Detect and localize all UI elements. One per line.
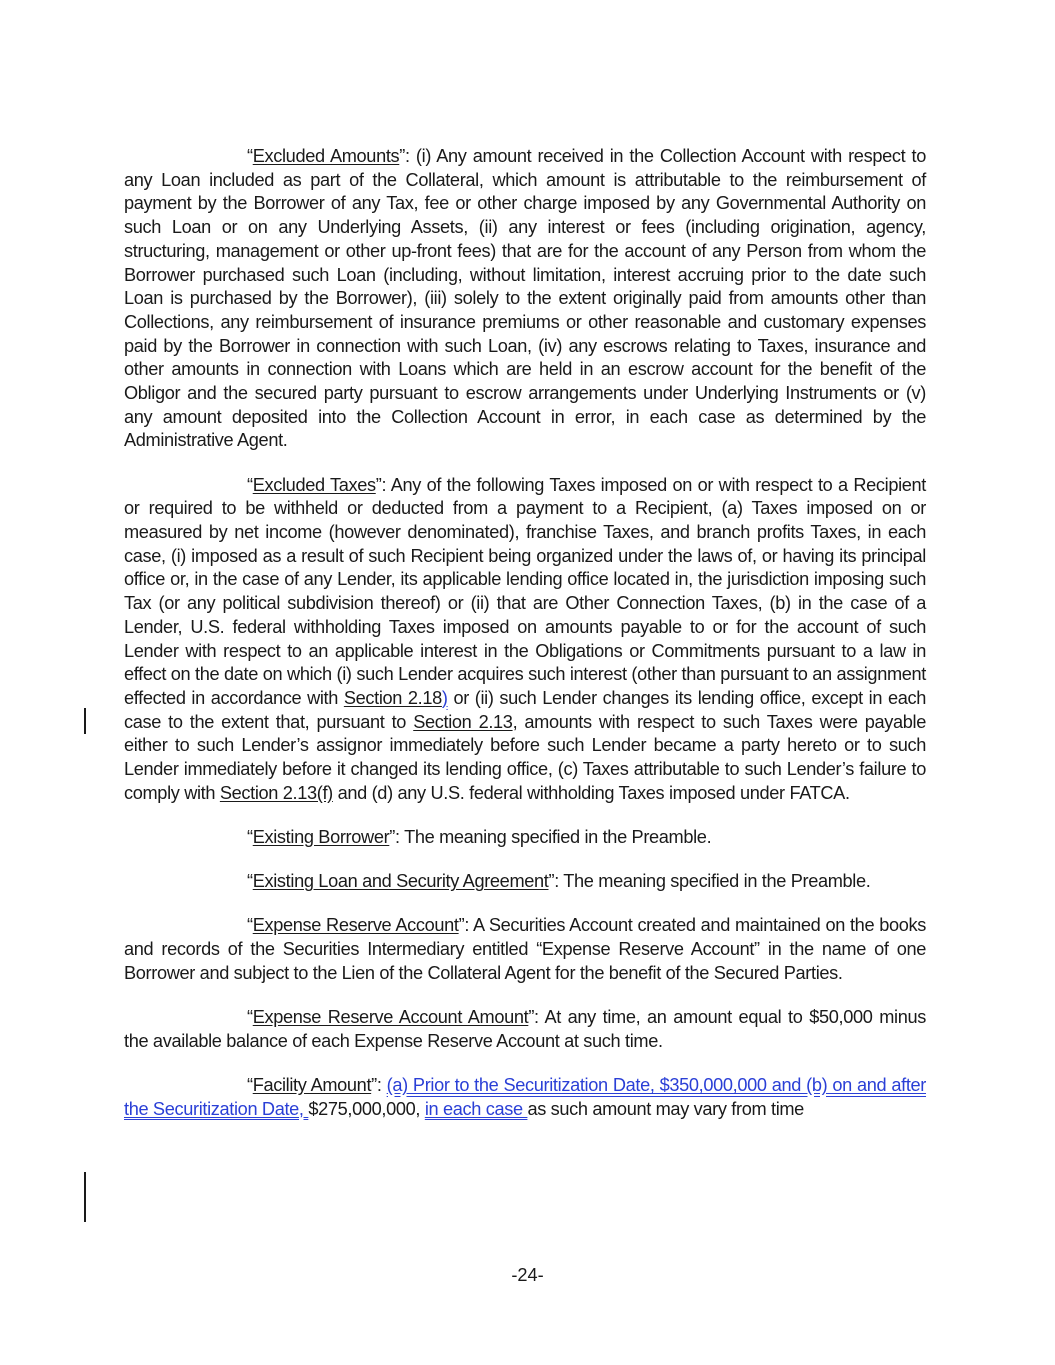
definition-excluded-amounts: “Excluded Amounts”: (i) Any amount received in the Collection Account with respect to any Loan included as part of the Collateral, which amount is attributable to the reimbursement of payment by the Borrower of any Tax, fee or other charge imposed by any Governmental Authority on such Loan or on any Underlying Assets, (ii) any interest or fees (including origination, agency, structuring, management or other up-front fees) that are for the account of any Person from whom the Borrower purchased such Loan (including, without limitation, interest accruing prior to the date such Loan is purchased by the Borrower), (iii) solely to the extent originally paid from amounts other than Collections, any reimbursement of insurance premiums or other reasonable and customary expenses paid by the Borrower in connection with such Loan, (iv) any escrows relating to Taxes, insurance and other amounts in connection with Loans which are held in an escrow account for the benefit of the Obligor and the secured party pursuant to escrow arrangements under Underlying Instruments or (v) any amount deposited into the Collection Account in error, in each case as determined by the Administrative Agent. (124, 146, 926, 451)
definition-expense-reserve-account: “Expense Reserve Account”: A Securities Account created and maintained on the books and records of the Securities Intermediary entitled “Expense Reserve Account” in the name of one Borrower and subject to the Lien of the Collateral Agent for the benefit of the Secured Parties. (124, 915, 927, 983)
defined-term-expense-reserve-account: Expense Reserve Account (252, 915, 459, 936)
defined-term-existing-loan-and-security-agreement: Existing Loan and Security Agreement (252, 871, 549, 892)
definition-body: or (ii) such Lender changes its lending office, except in each case to the extent that, pursuant to (124, 687, 926, 732)
defined-term-excluded-taxes: Excluded Taxes (252, 474, 376, 495)
definition-existing-loan-and-security-agreement: “Existing Loan and Security Agreement”: The meaning specified in the Preamble. (247, 871, 871, 892)
definition-body: and (d) any U.S. federal withholding Taxes imposed under FATCA. (332, 782, 850, 803)
defined-term-existing-borrower: Existing Borrower (252, 826, 390, 847)
definition-existing-borrower: “Existing Borrower”: The meaning specified in the Preamble. (247, 826, 712, 847)
page-number: -24- (511, 1265, 544, 1285)
definition-facility-amount: “Facility Amount”: (a) Prior to the Securitization Date, $350,000,000 and (b) on and after the Securitization Date, $275,000,000, in each case as such amount may vary from time (124, 1074, 926, 1119)
defined-term-facility-amount: Facility Amount (252, 1074, 372, 1095)
definition-body: Any of the following Taxes imposed on or with respect to a Recipient or required to be withheld or deducted from a payment to a Recipient, (a) Taxes imposed on or measured by net income (however denominated), franchise Taxes, and branch profits Taxes, in each case, (i) imposed as a result of such Recipient being organized under the laws of, or having its principal office or, in the case of any Lender, its applicable lending office located in, the jurisdiction imposing such Tax (or any political subdivision thereof) or (ii) that are Other Connection Taxes, (b) in the case of a Lender, U.S. federal withholding Taxes imposed on amounts payable to or for the account of such Lender with respect to an applicable interest in the Obligations or Commitments pursuant to a law in effect on the date on which (i) such Lender acquires such interest (other than pursuant to an assignment effected in accordance with (124, 474, 927, 708)
definition-expense-reserve-account-amount: “Expense Reserve Account Amount”: At any time, an amount equal to $50,000 minus the available balance of each Expense Reserve Account at such time. (124, 1007, 926, 1051)
definition-body: A Securities Account created and maintained on the books and records of the Securities Intermediary entitled “Expense Reserve Account” in the name of one Borrower and subject to the Lien of the Collateral Agent for the benefit of the Secured Parties. (124, 915, 927, 983)
section-reference-2-13-f[interactable]: Section 2.13(f) (219, 782, 333, 803)
definition-body: The meaning specified in the Preamble. (399, 826, 712, 847)
definition-body: $275,000,000, (308, 1098, 425, 1119)
definition-body: At any time, an amount equal to $50,000 minus the available balance of each Expense Reserve Account at such time. (124, 1007, 926, 1051)
definition-body: The meaning specified in the Preamble. (558, 871, 871, 892)
definition-body: , amounts with respect to such Taxes were payable either to such Lender’s assignor immediately before such Lender became a party hereto or to such Lender immediately before it changed its lending office, (c) Taxes attributable to such Lender’s failure to comply with (124, 711, 927, 803)
defined-term-excluded-amounts: Excluded Amounts (252, 146, 400, 166)
section-reference-2-18[interactable]: Section 2.18 (343, 687, 442, 708)
revision-change-bar (84, 1172, 86, 1222)
inserted-text: ) (441, 687, 448, 708)
section-reference-2-13[interactable]: Section 2.13 (413, 711, 513, 732)
inserted-text: in each case (424, 1098, 528, 1119)
definition-body: (i) Any amount received in the Collection Account with respect to any Loan included as part of the Collateral, which amount is attributable to the reimbursement of payment by the Borrower of any Tax, fee or other charge imposed by any Governmental Authority on such Loan or on any Underlying Assets, (ii) any interest or fees (including origination, agency, structuring, management or other up-front fees) that are for the account of any Person from whom the Borrower purchased such Loan (including, without limitation, interest accruing prior to the date such Loan is purchased by the Borrower), (iii) solely to the extent originally paid from amounts other than Collections, any reimbursement of insurance premiums or other reasonable and customary expenses paid by the Borrower in connection with such Loan, (iv) any escrows relating to Taxes, insurance and other amounts in connection with Loans which are held in an escrow account for the benefit of the Obligor and the secured party pursuant to escrow arrangements under Underlying Instruments or (v) any amount deposited into the Collection Account in error, in each case as determined by the Administrative Agent. (124, 146, 926, 451)
revision-change-bar (84, 708, 86, 734)
defined-term-expense-reserve-account-amount: Expense Reserve Account Amount (252, 1007, 529, 1027)
document-page (124, 145, 926, 1142)
definition-excluded-taxes: “Excluded Taxes”: Any of the following Taxes imposed on or with respect to a Recipient or required to be withheld or deducted from a payment to a Recipient, (a) Taxes imposed on or measured by net income (however denominated), franchise Taxes, and branch profits Taxes, in each case, (i) imposed as a result of such Recipient being organized under the laws of, or having its principal office or, in the case of any Lender, its applicable lending office located in, the jurisdiction imposing such Tax (or any political subdivision thereof) or (ii) that are Other Connection Taxes, (b) in the case of a Lender, U.S. federal withholding Taxes imposed on amounts payable to or for the account of such Lender with respect to an applicable interest in the Obligations or Commitments pursuant to a law in effect on the date on which (i) such Lender acquires such interest (other than pursuant to an assignment effected in accordance with Section 2.18) or (ii) such Lender changes its lending office, except in each case to the extent that, pursuant to Section 2.13, amounts with respect to such Taxes were payable either to such Lender’s assignor immediately before such Lender became a party hereto or to such Lender immediately before it changed its lending office, (c) Taxes attributable to such Lender’s failure to comply with Section 2.13(f) and (d) any U.S. federal withholding Taxes imposed under FATCA. (124, 474, 927, 803)
inserted-text: (a) Prior to the Securitization Date, $350,000,000 and (b) on and after the Securitization Date, (124, 1074, 926, 1119)
definition-body: as such amount may vary from time (527, 1098, 804, 1119)
